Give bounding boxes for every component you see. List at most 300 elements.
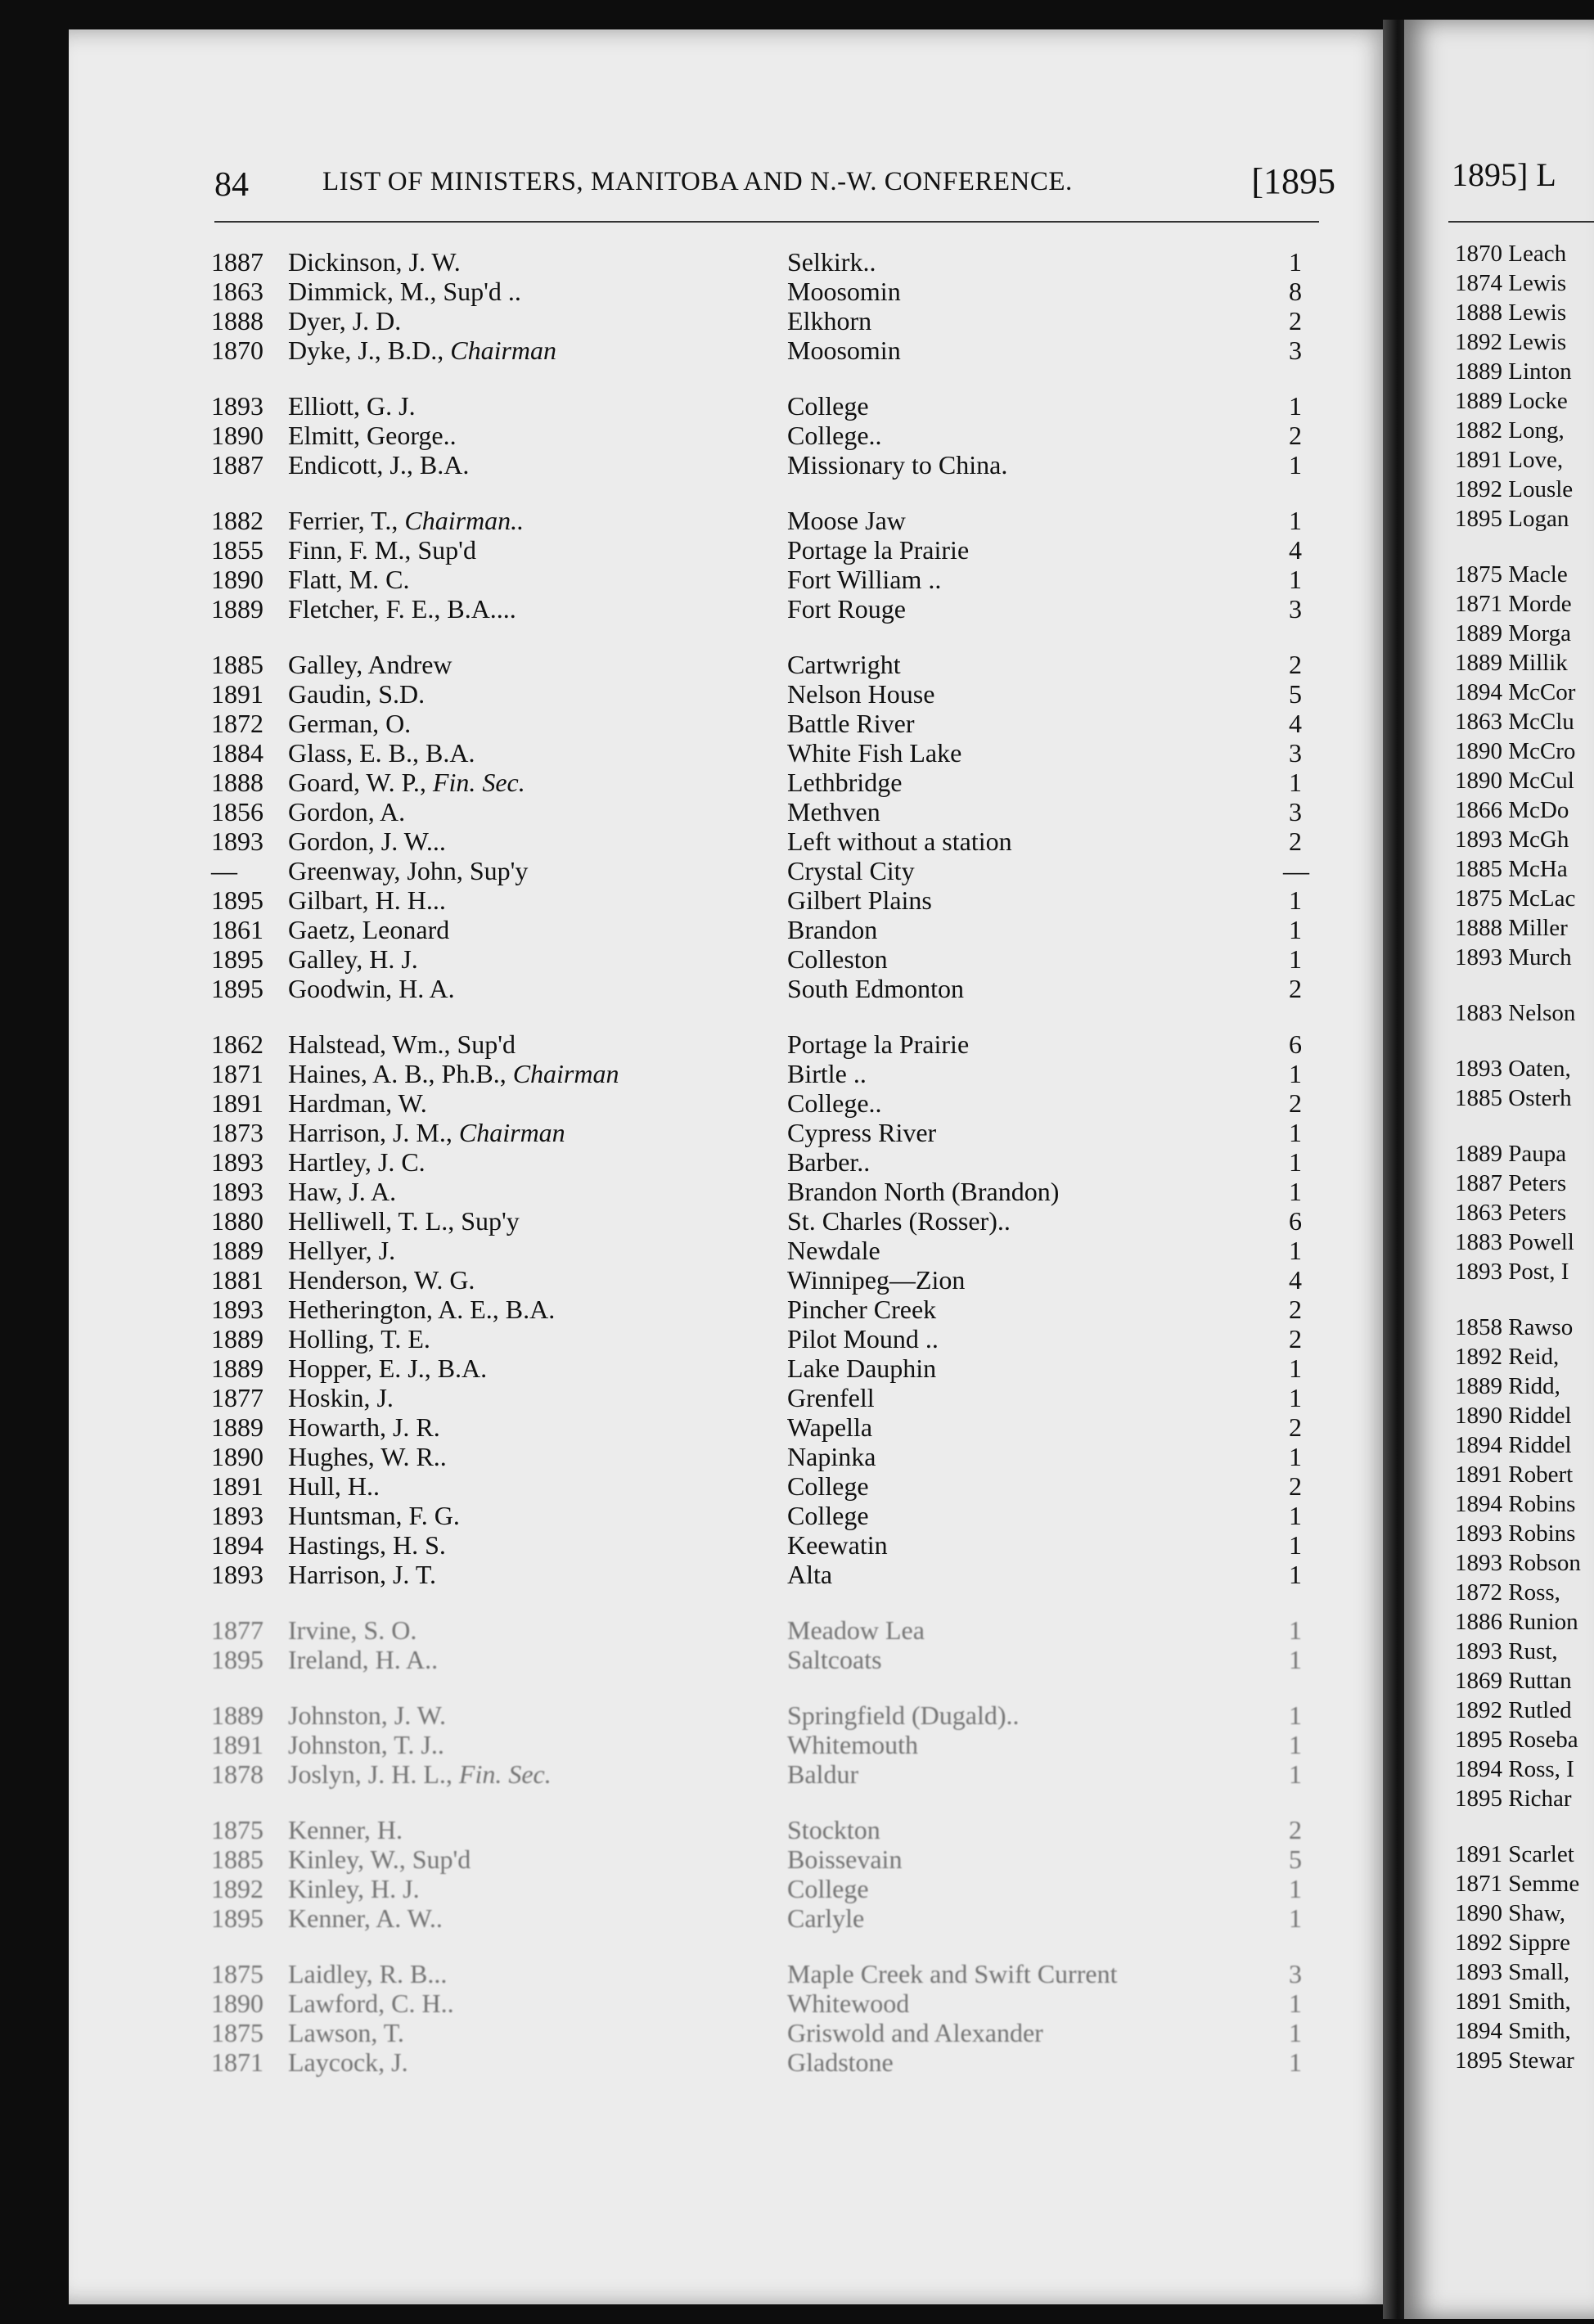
- entry-name: [288, 1959, 697, 1988]
- entry-years-count: 1: [1289, 1530, 1302, 1560]
- entry-name: [288, 1029, 697, 1059]
- entry-years-count: 1: [1289, 391, 1302, 421]
- right-page-header: 1895] L: [1452, 156, 1556, 193]
- entry-years-count: 1: [1289, 1700, 1302, 1730]
- list-item: [211, 1383, 1340, 1412]
- list-item: [211, 1353, 1340, 1383]
- entry-name: [288, 1412, 697, 1442]
- entry-name: [288, 277, 697, 306]
- entry-name-text: Endicott, J., B.A.: [288, 450, 470, 480]
- list-item: [211, 247, 1340, 277]
- right-list-item: 1889 Morga: [1455, 620, 1572, 646]
- right-entry-group: [1455, 1139, 1594, 1286]
- right-list-item: 1891 Smith,: [1455, 1988, 1571, 2015]
- entry-station: White Fish Lake: [787, 738, 962, 768]
- entry-years-count: 3: [1289, 738, 1302, 768]
- list-item: [211, 915, 1340, 944]
- entry-station: College..: [787, 421, 882, 450]
- list-item: [211, 2047, 1340, 2077]
- entry-years-count: 1: [1289, 1383, 1302, 1412]
- entry-years-count: 2: [1289, 826, 1302, 856]
- right-page-list: [1455, 239, 1594, 2101]
- list-item: [211, 2018, 1340, 2047]
- entry-year: 1891: [211, 1730, 263, 1759]
- entry-years-count: 1: [1289, 1059, 1302, 1088]
- right-list-item: 1895 Logan: [1455, 506, 1569, 532]
- entry-name-text: Goodwin, H. A.: [288, 974, 455, 1003]
- right-list-item: 1894 Robins: [1455, 1491, 1576, 1517]
- entry-group: [211, 1615, 1340, 1674]
- entry-years-count: 1: [1289, 2018, 1302, 2047]
- entry-years-count: 1: [1289, 915, 1302, 944]
- entry-station: Meadow Lea: [787, 1615, 925, 1645]
- right-list-item: 1893 Robins: [1455, 1520, 1576, 1547]
- entry-name: [288, 1471, 697, 1501]
- right-entry-group: [1455, 239, 1594, 534]
- entry-station: Nelson House: [787, 679, 935, 709]
- entry-years-count: 2: [1289, 1471, 1302, 1501]
- right-list-item: 1888 Lewis: [1455, 300, 1567, 326]
- entry-name-text: Kenner, A. W..: [288, 1903, 443, 1933]
- entry-years-count: 1: [1289, 885, 1302, 915]
- entry-year: 1877: [211, 1383, 263, 1412]
- entry-station: Portage la Prairie: [787, 1029, 970, 1059]
- entry-station: Cartwright: [787, 650, 901, 679]
- entry-name-text: Fletcher, F. E., B.A....: [288, 594, 516, 624]
- entry-name-text: Dickinson, J. W.: [288, 247, 461, 277]
- right-list-item: 1891 Love,: [1455, 447, 1564, 473]
- list-item: [211, 1265, 1340, 1295]
- entry-years-count: 1: [1289, 565, 1302, 594]
- list-item: [211, 594, 1340, 624]
- entry-name-text: Dimmick, M., Sup'd ..: [288, 277, 521, 306]
- entry-years-count: 3: [1289, 797, 1302, 826]
- entry-year: 1889: [211, 1324, 263, 1353]
- entry-year: 1890: [211, 565, 263, 594]
- right-list-item: 1885 McHa: [1455, 856, 1568, 882]
- entry-year: —: [211, 856, 237, 885]
- entry-name-text: Hoskin, J.: [288, 1383, 394, 1412]
- entry-name: [288, 885, 697, 915]
- entry-station: Baldur: [787, 1759, 859, 1789]
- list-item: [211, 1412, 1340, 1442]
- entry-name: [288, 974, 697, 1003]
- entry-years-count: 3: [1289, 336, 1302, 365]
- list-item: [211, 1959, 1340, 1988]
- entry-name-text: Finn, F. M., Sup'd: [288, 535, 476, 565]
- entry-station: Moosomin: [787, 277, 901, 306]
- entry-station: College..: [787, 1088, 882, 1118]
- list-item: [211, 1501, 1340, 1530]
- right-list-item: 1886 Runion: [1455, 1609, 1578, 1635]
- list-item: [211, 974, 1340, 1003]
- right-list-item: 1895 Roseba: [1455, 1727, 1578, 1753]
- entry-station: Missionary to China.: [787, 450, 1008, 480]
- list-item: [211, 1645, 1340, 1674]
- entry-name: [288, 1324, 697, 1353]
- entry-year: 1893: [211, 391, 263, 421]
- entry-station: Barber..: [787, 1147, 871, 1177]
- list-item: [211, 826, 1340, 856]
- entry-name: [288, 1236, 697, 1265]
- list-item: [211, 1059, 1340, 1088]
- entry-year: 1890: [211, 421, 263, 450]
- entry-name-text: Hardman, W.: [288, 1088, 427, 1118]
- list-item: [211, 1442, 1340, 1471]
- right-list-item: 1889 Ridd,: [1455, 1373, 1560, 1399]
- entry-years-count: 2: [1289, 421, 1302, 450]
- entry-name-text: Joslyn, J. H. L.,: [288, 1759, 459, 1789]
- entry-name: [288, 1353, 697, 1383]
- list-item: [211, 856, 1340, 885]
- list-item: [211, 650, 1340, 679]
- entry-name: [288, 1815, 697, 1844]
- entry-years-count: 1: [1289, 1560, 1302, 1589]
- entry-name-text: Kenner, H.: [288, 1815, 403, 1844]
- entry-years-count: 2: [1289, 650, 1302, 679]
- list-item: [211, 1815, 1340, 1844]
- entry-group: [211, 1959, 1340, 2077]
- list-item: [211, 1088, 1340, 1118]
- entry-year: 1889: [211, 1412, 263, 1442]
- entry-name: [288, 1442, 697, 1471]
- entry-station: Grenfell: [787, 1383, 875, 1412]
- entry-station: Griswold and Alexander: [787, 2018, 1043, 2047]
- right-list-item: 1874 Lewis: [1455, 270, 1567, 296]
- entry-name-text: Gaetz, Leonard: [288, 915, 450, 944]
- entry-years-count: 2: [1289, 974, 1302, 1003]
- right-list-item: 1871 Morde: [1455, 591, 1572, 617]
- entry-name: [288, 650, 697, 679]
- entry-years-count: 2: [1289, 1295, 1302, 1324]
- entry-name: [288, 797, 697, 826]
- entry-year: 1870: [211, 336, 263, 365]
- entry-name-text: Hastings, H. S.: [288, 1530, 446, 1560]
- entry-station: College: [787, 1874, 869, 1903]
- entry-station: St. Charles (Rosser)..: [787, 1206, 1011, 1236]
- entry-name-text: Hetherington, A. E., B.A.: [288, 1295, 556, 1324]
- entry-name: [288, 915, 697, 944]
- right-list-item: 1875 Macle: [1455, 561, 1568, 588]
- entry-years-count: 4: [1289, 1265, 1302, 1295]
- right-list-item: 1889 Locke: [1455, 388, 1568, 414]
- right-list-item: 1858 Rawso: [1455, 1314, 1574, 1340]
- entry-name-text: Hull, H..: [288, 1471, 380, 1501]
- entry-years-count: 8: [1289, 277, 1302, 306]
- entry-name: [288, 506, 697, 535]
- entry-years-count: 4: [1289, 535, 1302, 565]
- entry-years-count: 1: [1289, 1501, 1302, 1530]
- entry-name-text: Hopper, E. J., B.A.: [288, 1353, 488, 1383]
- entry-year: 1893: [211, 1501, 263, 1530]
- entry-years-count: 1: [1289, 1236, 1302, 1265]
- entry-year: 1875: [211, 2018, 263, 2047]
- right-list-item: 1891 Scarlet: [1455, 1841, 1574, 1867]
- entry-year: 1873: [211, 1118, 263, 1147]
- entry-years-count: 1: [1289, 247, 1302, 277]
- entry-years-count: 2: [1289, 1088, 1302, 1118]
- entry-year: 1891: [211, 1088, 263, 1118]
- list-item: [211, 1471, 1340, 1501]
- list-item: [211, 768, 1340, 797]
- entry-years-count: 1: [1289, 1988, 1302, 2018]
- list-item: [211, 1118, 1340, 1147]
- entry-years-count: 1: [1289, 1118, 1302, 1147]
- entry-role: Chairman..: [404, 506, 525, 535]
- entry-years-count: 4: [1289, 709, 1302, 738]
- right-list-item: 1895 Richar: [1455, 1786, 1572, 1812]
- entry-years-count: 1: [1289, 2047, 1302, 2077]
- entry-name-text: Flatt, M. C.: [288, 565, 410, 594]
- list-item: [211, 565, 1340, 594]
- right-list-item: 1892 Rutled: [1455, 1697, 1572, 1723]
- entry-name: [288, 2047, 697, 2077]
- entry-years-count: 1: [1289, 1730, 1302, 1759]
- entry-station: Lethbridge: [787, 768, 903, 797]
- entry-name: [288, 1560, 697, 1589]
- entry-year: 1878: [211, 1759, 263, 1789]
- entry-name: [288, 944, 697, 974]
- right-entry-group: [1455, 998, 1594, 1028]
- entry-name-text: Hughes, W. R..: [288, 1442, 447, 1471]
- entry-station: Boissevain: [787, 1844, 903, 1874]
- entry-station: Moosomin: [787, 336, 901, 365]
- right-list-item: 1866 McDo: [1455, 797, 1569, 823]
- list-item: [211, 679, 1340, 709]
- list-item: [211, 1029, 1340, 1059]
- entry-year: 1895: [211, 944, 263, 974]
- entry-name-text: Laycock, J.: [288, 2047, 408, 2077]
- entry-station: Elkhorn: [787, 306, 872, 336]
- entry-role: Fin. Sec.: [458, 1759, 552, 1789]
- entry-station: Battle River: [787, 709, 915, 738]
- entry-name: [288, 1615, 697, 1645]
- page-title: LIST OF MINISTERS, MANITOBA AND N.-W. CONFERENCE.: [322, 167, 1073, 196]
- entry-name: [288, 738, 697, 768]
- entry-year: 1891: [211, 1471, 263, 1501]
- list-item: [211, 1206, 1340, 1236]
- right-entry-group: [1455, 1313, 1594, 1813]
- list-item: [211, 1903, 1340, 1933]
- entry-name: [288, 1265, 697, 1295]
- entry-name-text: Hartley, J. C.: [288, 1147, 426, 1177]
- right-list-item: 1885 Osterh: [1455, 1085, 1572, 1111]
- entry-group: [211, 1029, 1340, 1589]
- entry-name: [288, 1295, 697, 1324]
- right-list-item: 1893 Oaten,: [1455, 1056, 1571, 1082]
- entry-year: 1885: [211, 650, 263, 679]
- entry-year: 1882: [211, 506, 263, 535]
- right-list-item: 1890 Riddel: [1455, 1403, 1572, 1429]
- right-list-item: 1871 Semme: [1455, 1871, 1580, 1897]
- right-list-item: 1893 McGh: [1455, 826, 1569, 853]
- right-list-item: 1883 Powell: [1455, 1229, 1574, 1255]
- entry-name-text: Haw, J. A.: [288, 1177, 397, 1206]
- entry-name-text: Howarth, J. R.: [288, 1412, 440, 1442]
- right-list-item: 1892 Reid,: [1455, 1344, 1560, 1370]
- entry-name: [288, 709, 697, 738]
- list-item: [211, 306, 1340, 336]
- entry-name-text: Goard, W. P.,: [288, 768, 433, 797]
- right-list-item: 1889 Millik: [1455, 650, 1568, 676]
- list-item: [211, 535, 1340, 565]
- entry-name: [288, 594, 697, 624]
- list-item: [211, 1615, 1340, 1645]
- entry-year: 1880: [211, 1206, 263, 1236]
- entry-year: 1875: [211, 1959, 263, 1988]
- entry-station: College: [787, 1501, 869, 1530]
- list-item: [211, 391, 1340, 421]
- entry-years-count: 3: [1289, 594, 1302, 624]
- entry-year: 1871: [211, 2047, 263, 2077]
- right-list-item: 1894 Smith,: [1455, 2018, 1571, 2044]
- entry-station: Whitemouth: [787, 1730, 918, 1759]
- entry-name: [288, 1501, 697, 1530]
- entry-years-count: 2: [1289, 1815, 1302, 1844]
- entry-year: 1895: [211, 974, 263, 1003]
- entry-years-count: 1: [1289, 944, 1302, 974]
- entry-year: 1888: [211, 306, 263, 336]
- right-entry-group: [1455, 560, 1594, 972]
- entry-station: Portage la Prairie: [787, 535, 970, 565]
- entry-name: [288, 565, 697, 594]
- right-list-item: 1892 Lewis: [1455, 329, 1567, 355]
- entry-years-count: 6: [1289, 1029, 1302, 1059]
- entry-station: Brandon North (Brandon): [787, 1177, 1060, 1206]
- entry-name-text: Huntsman, F. G.: [288, 1501, 460, 1530]
- header-year: [1895: [1251, 161, 1335, 201]
- entry-name-text: Kinley, H. J.: [288, 1874, 420, 1903]
- entry-name: [288, 1874, 697, 1903]
- list-item: [211, 1844, 1340, 1874]
- entry-name: [288, 247, 697, 277]
- entry-station: Saltcoats: [787, 1645, 882, 1674]
- list-item: [211, 1147, 1340, 1177]
- entry-year: 1871: [211, 1059, 263, 1088]
- entry-year: 1887: [211, 247, 263, 277]
- entry-station: Springfield (Dugald)..: [787, 1700, 1020, 1730]
- entry-name: [288, 1383, 697, 1412]
- entry-years-count: 5: [1289, 1844, 1302, 1874]
- entry-name-text: Gaudin, S.D.: [288, 679, 426, 709]
- entry-name-text: Holling, T. E.: [288, 1324, 430, 1353]
- page-number: 84: [214, 166, 249, 204]
- entry-years-count: 1: [1289, 450, 1302, 480]
- entry-name-text: Dyer, J. D.: [288, 306, 402, 336]
- entry-station: Colleston: [787, 944, 888, 974]
- entry-year: 1861: [211, 915, 263, 944]
- entry-role: Fin. Sec.: [432, 768, 525, 797]
- entry-station: Napinka: [787, 1442, 876, 1471]
- right-list-item: 1893 Robson: [1455, 1550, 1581, 1576]
- list-item: [211, 1236, 1340, 1265]
- right-list-item: 1872 Ross,: [1455, 1579, 1560, 1606]
- right-list-item: 1863 McClu: [1455, 709, 1574, 735]
- list-item: [211, 1874, 1340, 1903]
- list-item: [211, 1560, 1340, 1589]
- entry-year: 1889: [211, 1353, 263, 1383]
- entry-year: 1893: [211, 1295, 263, 1324]
- right-list-item: 1893 Post, I: [1455, 1259, 1569, 1285]
- right-list-item: 1889 Paupa: [1455, 1141, 1567, 1167]
- entry-year: 1889: [211, 1700, 263, 1730]
- list-item: [211, 1177, 1340, 1206]
- entry-group: [211, 247, 1340, 365]
- entry-year: 1862: [211, 1029, 263, 1059]
- right-list-item: 1888 Miller: [1455, 915, 1568, 941]
- right-list-item: 1893 Murch: [1455, 944, 1572, 971]
- entry-name: [288, 1700, 697, 1730]
- entry-station: Keewatin: [787, 1530, 888, 1560]
- entry-station: Pilot Mound ..: [787, 1324, 939, 1353]
- entry-year: 1856: [211, 797, 263, 826]
- entry-name-text: Henderson, W. G.: [288, 1265, 475, 1295]
- entry-station: Carlyle: [787, 1903, 865, 1933]
- entry-years-count: 1: [1289, 1645, 1302, 1674]
- entry-group: [211, 1700, 1340, 1789]
- entry-name: [288, 1645, 697, 1674]
- entry-name-text: Irvine, S. O.: [288, 1615, 417, 1645]
- entry-name: [288, 1988, 697, 2018]
- entry-years-count: 2: [1289, 1324, 1302, 1353]
- entry-name: [288, 1147, 697, 1177]
- entry-year: 1893: [211, 826, 263, 856]
- entry-station: Cypress River: [787, 1118, 937, 1147]
- entry-name-text: Harrison, J. M.,: [288, 1118, 459, 1147]
- entry-year: 1890: [211, 1988, 263, 2018]
- entry-year: 1863: [211, 277, 263, 306]
- entry-name-text: Ferrier, T.,: [288, 506, 405, 535]
- list-item: [211, 1324, 1340, 1353]
- entry-station: College: [787, 391, 869, 421]
- entry-name: [288, 535, 697, 565]
- entry-name: [288, 306, 697, 336]
- entry-year: 1881: [211, 1265, 263, 1295]
- entry-years-count: 2: [1289, 1412, 1302, 1442]
- entry-year: 1893: [211, 1147, 263, 1177]
- list-item: [211, 1295, 1340, 1324]
- entry-name-text: Gordon, J. W...: [288, 826, 446, 856]
- entry-name: [288, 856, 697, 885]
- list-item: [211, 797, 1340, 826]
- list-item: [211, 336, 1340, 365]
- entry-years-count: 1: [1289, 1903, 1302, 1933]
- entry-name: [288, 1206, 697, 1236]
- list-item: [211, 885, 1340, 915]
- entry-name-text: Lawson, T.: [288, 2018, 404, 2047]
- entry-years-count: 1: [1289, 1615, 1302, 1645]
- entry-name-text: Halstead, Wm., Sup'd: [288, 1029, 516, 1059]
- entry-station: Methven: [787, 797, 880, 826]
- entry-name: [288, 1530, 697, 1560]
- entry-group: [211, 391, 1340, 480]
- entry-name-text: Lawford, C. H..: [288, 1988, 454, 2018]
- entry-name-text: Gordon, A.: [288, 797, 406, 826]
- right-header-rule: [1448, 221, 1594, 223]
- list-item: [211, 1988, 1340, 2018]
- entry-year: 1889: [211, 594, 263, 624]
- entry-name-text: Hellyer, J.: [288, 1236, 396, 1265]
- entry-name-text: Johnston, J. W.: [288, 1700, 446, 1730]
- entry-station: Selkirk..: [787, 247, 876, 277]
- right-list-item: 1894 Riddel: [1455, 1432, 1572, 1458]
- entry-years-count: 1: [1289, 1353, 1302, 1383]
- list-item: [211, 506, 1340, 535]
- entry-station: Fort William ..: [787, 565, 942, 594]
- entry-year: 1877: [211, 1615, 263, 1645]
- list-item: [211, 1730, 1340, 1759]
- entry-name: [288, 1844, 697, 1874]
